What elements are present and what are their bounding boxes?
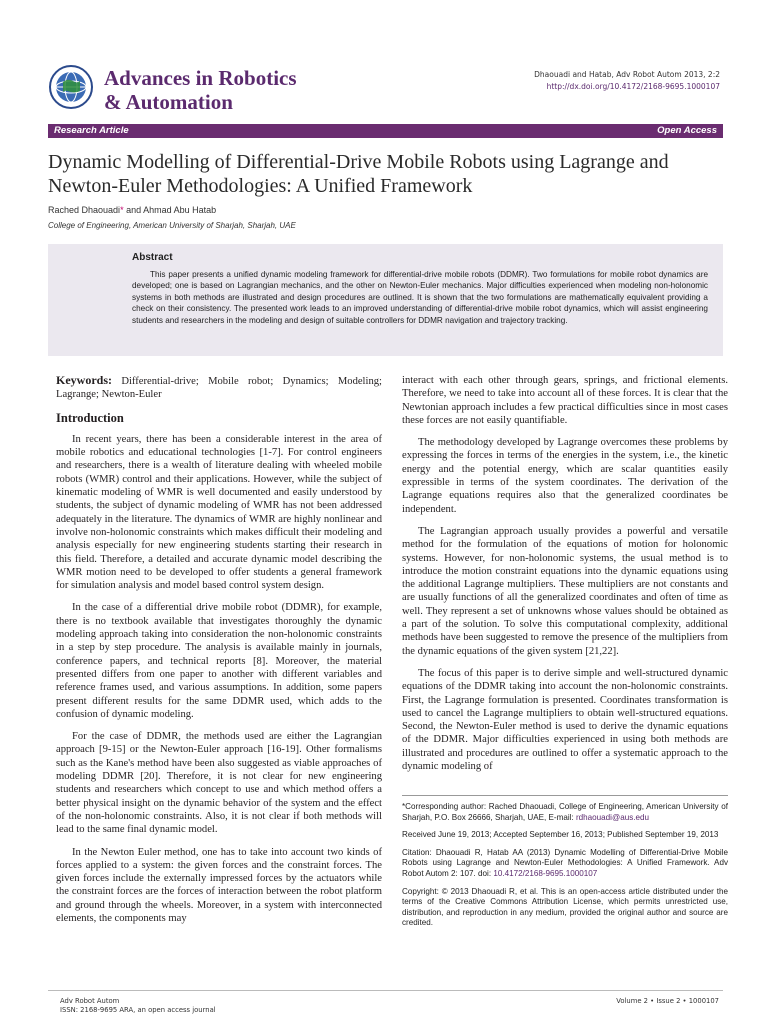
- body-paragraph: For the case of DDMR, the methods used are either the Lagrangian approach [9-15] or the Newton-Euler approach [16-19]. Other formalisms such as the Kane's method have been also suggested as viable approaches of modeling DDMR [20]. Therefore, it is not clear for new engineering students and researchers which concept to use and which method offers a better physical insight on the dynamic behavior of the system and the effect of the non-holonomic constraints. Also, it is not clear if both methods will lead to the same final dynamic model.: [56, 731, 382, 836]
- email-link[interactable]: rdhaouadi@aus.edu: [575, 812, 649, 822]
- citation-note: Citation: Dhaouadi R, Hatab AA (2013) Dynamic Modelling of Differential-Drive Mobile Robots using Lagrange and Newton-Euler Methodologies: A Unified Framework. Adv Robot Autom 2: 107. doi: 10.4172/2168-9695.1000107: [402, 847, 728, 878]
- footnotes: [402, 795, 728, 936]
- body-paragraph: The methodology developed by Lagrange overcomes these problems by expressing the forces in terms of the energies in the system, i.e., the kinetic energy and the potential energy, which are scalar quantities easily expressible in terms of the system coordinates. The derivation of the Lagrange equations requires also that the generalized coordinates be independent.: [402, 437, 728, 515]
- body-paragraph: In recent years, there has been a considerable interest in the area of mobile robotics and educational technologies [1-7]. For control engineers and researchers, there is a wealth of literature dealing with wheeled mobile robots (WMR) control and their applications. However, while the subject of kinematic modeling of WMR is well documented and easily understood by students, the subject of dynamic modeling of WMR has not been addressed adequately in the literature. The dynamics of WMR are highly nonlinear and involve non-holonomic constraints which makes difficult their modeling and analysis especially for new engineering students starting their research in this field. Therefore, a detailed and accurate dynamic model describing the WMR motion need to be developed to offer students a general framework for simulation analysis and model based control system design.: [56, 433, 382, 592]
- journal-logo-icon: [48, 64, 94, 110]
- left-column: [56, 374, 382, 934]
- paper-title: Dynamic Modelling of Differential-Drive Mobile Robots using Lagrange and Newton-Euler Methodologies: A Unified Framework: [48, 151, 669, 197]
- introduction-heading: Introduction: [56, 410, 124, 425]
- footnote-divider: [402, 795, 728, 796]
- copyright-note: Copyright: © 2013 Dhaouadi R, et al. This is an open-access article distributed under the terms of the Creative Commons Attribution License, which permits unrestricted use, distribution, and reproduction in any medium, provided the original author and source are credited.: [402, 886, 728, 928]
- right-column: [402, 374, 728, 782]
- open-access-label: Open Access: [657, 125, 717, 136]
- abstract-text: This paper presents a unified dynamic modeling framework for differential-drive mobile robots (DDMR). Two formulations for mobile robot dynamics are developed; one is based on Lagrangian mechanics, and the other on Newton-Euler mechanics. Major difficulties experienced when modeling non-holonomic systems in both methods are illustrated and design procedures are outlined. It is shown that the two formulations are mathematically equivalent providing a check on their consistency. The presented work leads to an improved understanding of differential-drive mobile robot dynamics, which will assist engineering students and researchers in the modeling and design of suitable controllers for DDMR navigation and trajectory tracking.: [132, 270, 708, 325]
- affiliation: College of Engineering, American University of Sharjah, Sharjah, UAE: [48, 221, 296, 230]
- body-paragraph-continued: interact with each other through gears, springs, and frictional elements. Therefore, we need to take into account all of these forces. It is clear that the Newtonian approach includes a few practical difficulties since in most cases these forces are not easily quantifiable.: [402, 375, 728, 426]
- corresponding-author-note: *Corresponding author: Rached Dhaouadi, College of Engineering, American University of Sharjah, P.O. Box 26666, Sharjah, UAE, E-mail: rdhaouadi@aus.edu: [402, 802, 728, 822]
- body-paragraph: In the Newton Euler method, one has to take into account two kinds of forces applied to a system: the given forces and the constraint forces. The given forces include the externally impressed forces by the actuators while the constraint forces are the forces of interaction between the robot platform and ground through the wheels. Moreover, in a system with interconnected elements, the components may: [56, 846, 382, 924]
- research-article-label: Research Article: [54, 125, 129, 136]
- received-dates: Received June 19, 2013; Accepted September 16, 2013; Published September 19, 2013: [402, 830, 719, 840]
- footer-journal: Adv Robot Autom: [60, 997, 120, 1005]
- footer-issn: ISSN: 2168-9695 ARA, an open access journal: [60, 1006, 216, 1014]
- corresponding-author-mark: *: [120, 205, 124, 215]
- doi-link[interactable]: http://dx.doi.org/10.4172/2168-9695.1000107: [546, 82, 720, 91]
- abstract-heading: Abstract: [132, 252, 173, 263]
- journal-header: [48, 60, 720, 120]
- authors: Rached Dhaouadi* and Ahmad Abu Hatab: [48, 205, 217, 215]
- abstract-box: [48, 244, 723, 356]
- citation-line: Dhaouadi and Hatab, Adv Robot Autom 2013, 2:2: [534, 70, 720, 79]
- body-paragraph: In the case of a differential drive mobile robot (DDMR), for example, there is no textbook available that investigates thoroughly the dynamic modeling approach taking into consideration the non-holonomic constraints in a step by step procedure. The analysis is available mainly in journals, conference papers, and technical reports [8]. Moreover, the material presented differs from one paper to another with different variables and reference frames used, and various assumptions. In addition, some papers present different results for the same DDMR used, which adds to the confusion of dynamic modeling.: [56, 602, 382, 720]
- footer-volume: Volume 2 • Issue 2 • 1000107: [616, 997, 719, 1005]
- article-type-bar: [48, 124, 723, 138]
- body-paragraph: The focus of this paper is to derive simple and well-structured dynamic equations of the DDMR taking into account the non-holonomic constraints. First, the Lagrange formulation is presented. Coordinates transformation is used to cancel the Lagrange multipliers to obtain well-structured equations. Second, the Newton-Euler method is used to derive the dynamic equations of the DDMR. Major difficulties experienced in using both methods are illustrated and procedures are outlined to offer a systematic approach to the dynamic modeling of: [402, 667, 728, 773]
- doi-link-footnote[interactable]: 10.4172/2168-9695.1000107: [493, 868, 598, 878]
- keywords: Keywords: Differential-drive; Mobile robot; Dynamics; Modeling; Lagrange; Newton-Euler: [56, 373, 382, 401]
- body-paragraph: The Lagrangian approach usually provides a powerful and versatile method for the formulation of the equations of motion for holonomic systems. However, for non-holonomic systems, the usual method is to introduce the motion constraint equations into the dynamic equations using the additional Lagrange multipliers. These multipliers are not constants and are usually functions of all the generalized coordinates and often of time as well. They represent a set of unknowns whose values should be obtained as a part of the solution. To solve this computational complexity, additional methods have been suggested to remove the presence of the multipliers from the dynamic equations of the given system [21,22].: [402, 525, 728, 657]
- journal-name: Advances in Robotics & Automation: [104, 66, 297, 114]
- page-footer: [48, 990, 723, 1014]
